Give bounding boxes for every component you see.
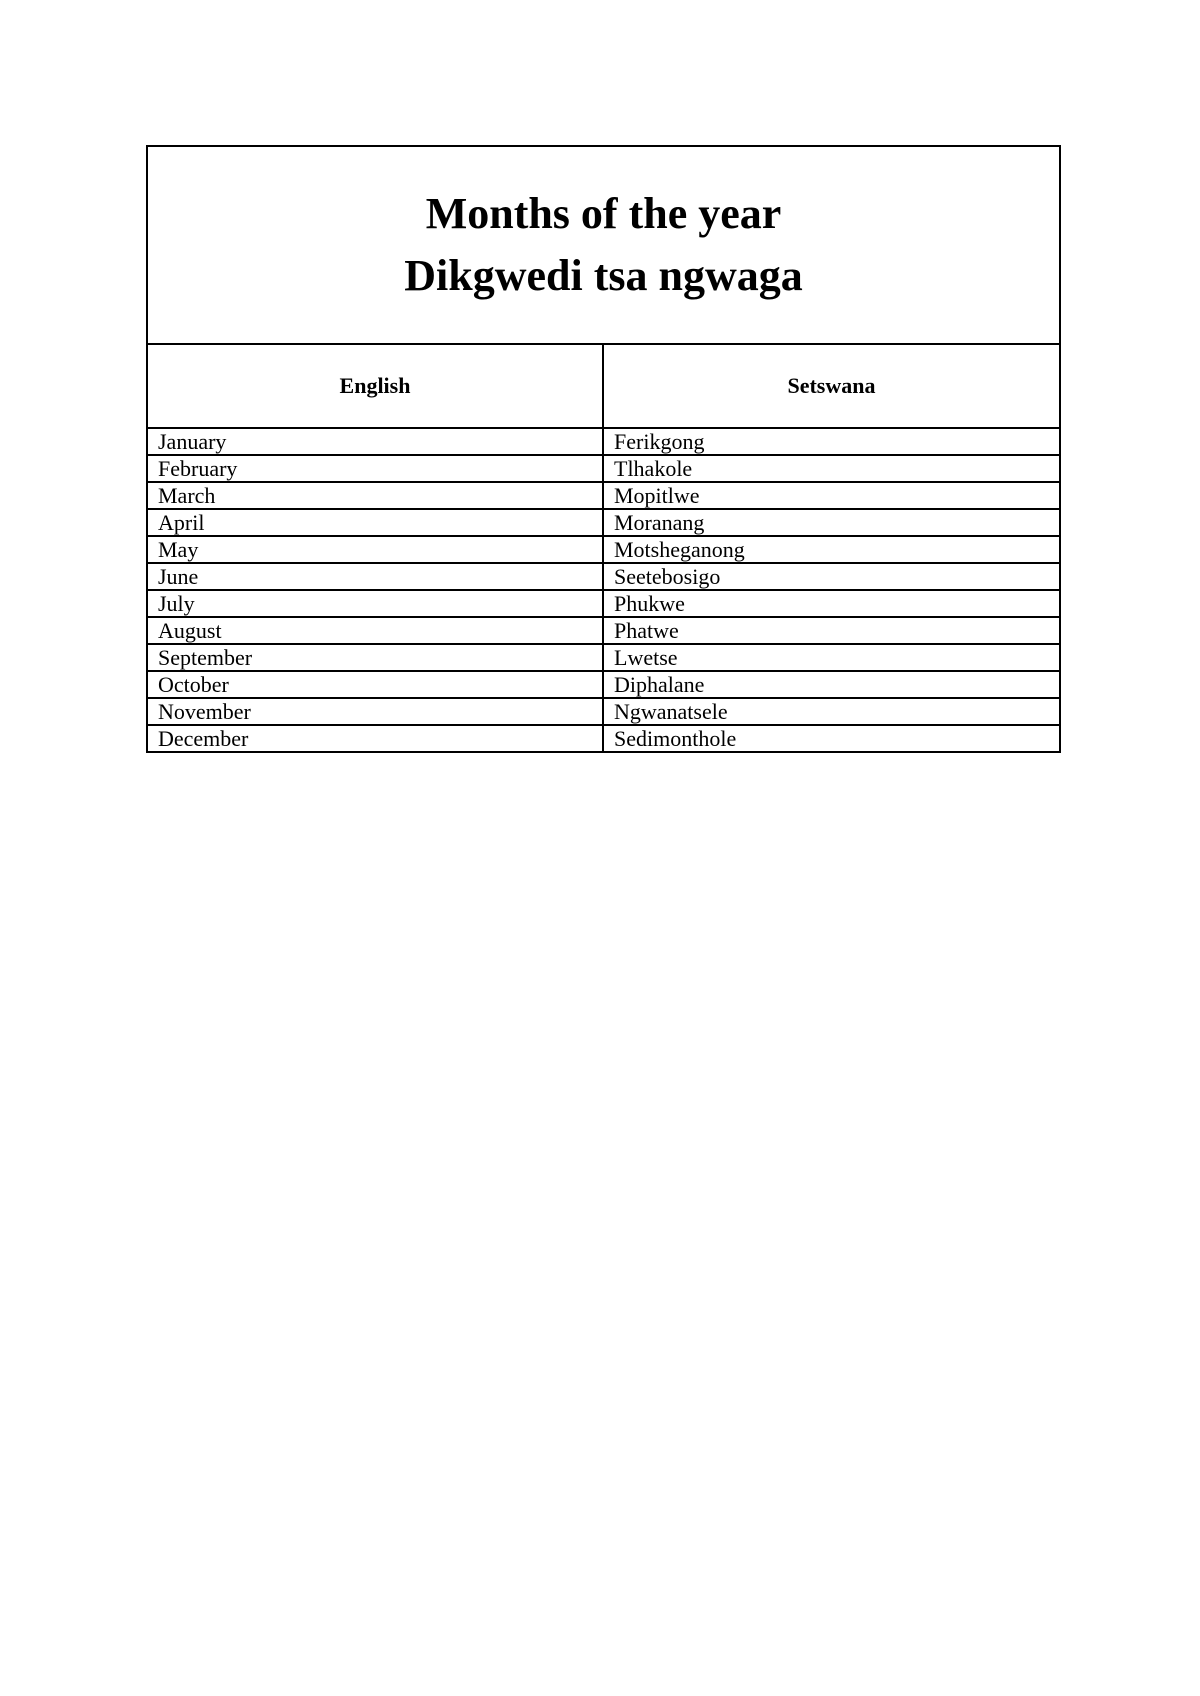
table-row [147,455,1060,482]
cell-english: May [147,536,603,563]
table-row [147,509,1060,536]
cell-setswana: Diphalane [603,671,1060,698]
cell-english: August [147,617,603,644]
table-row [147,725,1060,752]
cell-setswana: Moranang [603,509,1060,536]
cell-english: June [147,563,603,590]
table-row [147,644,1060,671]
cell-setswana: Phatwe [603,617,1060,644]
title-setswana: Dikgwedi tsa ngwaga [404,251,803,300]
cell-english: September [147,644,603,671]
cell-english: February [147,455,603,482]
cell-setswana: Tlhakole [603,455,1060,482]
cell-english: October [147,671,603,698]
cell-setswana: Lwetse [603,644,1060,671]
cell-english: November [147,698,603,725]
table-row [147,428,1060,455]
cell-english: January [147,428,603,455]
cell-setswana: Seetebosigo [603,563,1060,590]
table-row [147,563,1060,590]
cell-setswana: Sedimonthole [603,725,1060,752]
table-row [147,617,1060,644]
cell-setswana: Phukwe [603,590,1060,617]
title-row [147,146,1060,344]
table-row [147,536,1060,563]
table-row [147,698,1060,725]
cell-setswana: Motsheganong [603,536,1060,563]
header-row [147,344,1060,428]
column-header-english: English [147,344,603,428]
months-table [146,145,1061,753]
table-row [147,671,1060,698]
cell-setswana: Ferikgong [603,428,1060,455]
title-english: Months of the year [425,189,782,238]
cell-english: December [147,725,603,752]
table-row [147,590,1060,617]
cell-setswana: Mopitlwe [603,482,1060,509]
cell-english: July [147,590,603,617]
table-row [147,482,1060,509]
cell-setswana: Ngwanatsele [603,698,1060,725]
table-title [147,146,1060,344]
cell-english: April [147,509,603,536]
cell-english: March [147,482,603,509]
column-header-setswana: Setswana [603,344,1060,428]
